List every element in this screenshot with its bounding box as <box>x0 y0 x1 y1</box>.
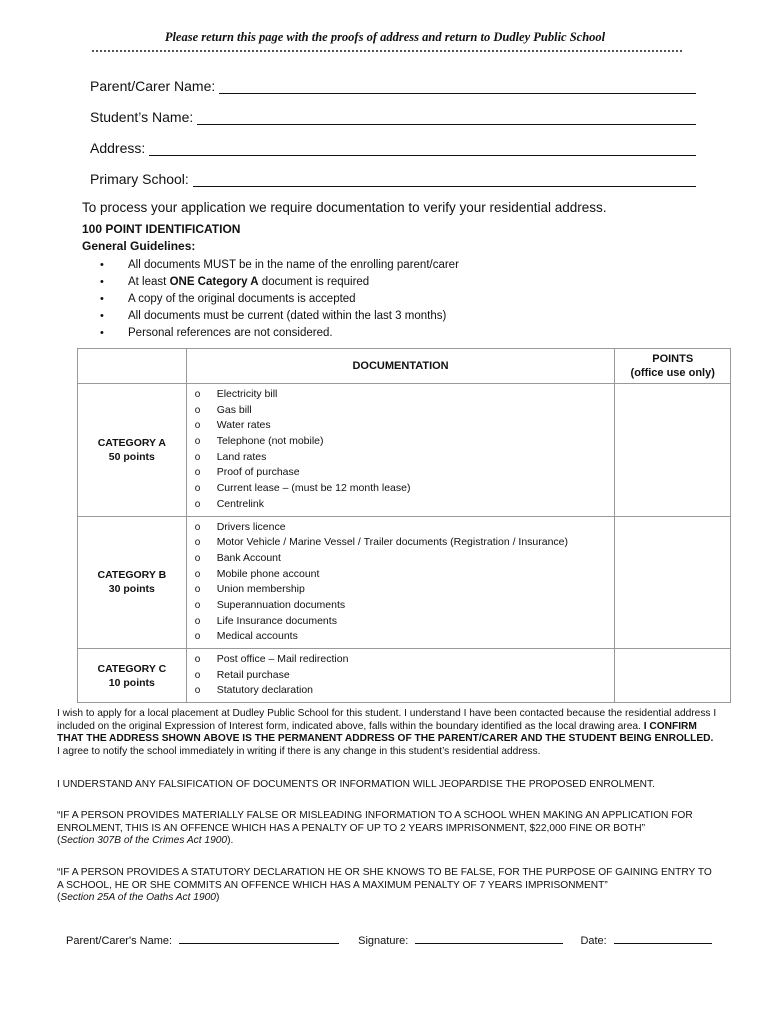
oaths-act-citation: Section 25A of the Oaths Act 1900 <box>60 892 216 904</box>
student-name-line[interactable] <box>197 110 696 125</box>
circle-bullet-icon: o <box>194 521 201 533</box>
circle-bullet-icon: o <box>194 420 201 432</box>
crimes-act-citation: Section 307B of the Crimes Act 1900 <box>60 835 228 847</box>
circle-bullet-icon: o <box>194 568 201 580</box>
guideline-item: • At least ONE Category A document is required <box>100 274 459 291</box>
list-item: o Motor Vehicle / Marine Vessel / Trailer documents (Registration / Insurance) <box>195 535 615 551</box>
category-a-cell: CATEGORY A 50 points <box>78 384 187 517</box>
documentation-table <box>77 348 731 703</box>
signoff-name-label: Parent/Carer's Name: <box>66 935 173 947</box>
list-item: o Retail purchase <box>195 668 615 684</box>
category-b-points-cell[interactable] <box>615 516 731 649</box>
date-line[interactable] <box>614 933 712 944</box>
student-name-label: Student’s Name: <box>90 109 194 125</box>
list-item: o Union membership <box>195 582 615 598</box>
bullet-icon: • <box>100 327 104 339</box>
category-c-cell: CATEGORY C 10 points <box>78 649 187 703</box>
category-a-items-cell <box>186 384 615 517</box>
date-label: Date: <box>580 935 607 947</box>
list-item: o Land rates <box>195 450 615 466</box>
list-item: o Mobile phone account <box>195 567 615 583</box>
bullet-icon: • <box>100 259 104 271</box>
category-c-row <box>78 649 731 703</box>
bullet-icon: • <box>100 293 104 305</box>
address-line[interactable] <box>149 141 696 156</box>
parent-carer-name-line[interactable] <box>219 79 696 94</box>
circle-bullet-icon: o <box>194 389 201 400</box>
guideline-item: • All documents must be current (dated within the last 3 months) <box>100 308 459 325</box>
circle-bullet-icon: o <box>194 451 201 463</box>
category-b-items-cell <box>186 516 615 649</box>
guideline-item: • Personal references are not considered. <box>100 325 459 342</box>
circle-bullet-icon: o <box>194 615 201 627</box>
primary-school-line[interactable] <box>193 172 696 187</box>
circle-bullet-icon: o <box>194 436 201 448</box>
header-empty-cell <box>78 349 187 384</box>
address-field[interactable] <box>90 140 696 156</box>
circle-bullet-icon: o <box>194 631 201 643</box>
list-item: o Statutory declaration <box>195 683 615 699</box>
circle-bullet-icon: o <box>194 654 201 665</box>
list-item: o Medical accounts <box>195 629 615 645</box>
circle-bullet-icon: o <box>194 685 201 697</box>
list-item: o Proof of purchase <box>195 465 615 481</box>
signature-line[interactable] <box>415 933 563 944</box>
return-instruction: Please return this page with the proofs of address and return to Dudley Public School <box>164 30 606 44</box>
circle-bullet-icon: o <box>194 483 201 495</box>
list-item: o Electricity bill <box>195 387 615 403</box>
signoff-row <box>66 933 726 947</box>
circle-bullet-icon: o <box>194 669 201 681</box>
table-header-row <box>78 349 731 384</box>
dotted-divider <box>92 50 682 52</box>
category-a-list <box>187 384 615 516</box>
circle-bullet-icon: o <box>194 467 201 479</box>
list-item: o Life Insurance documents <box>195 614 615 630</box>
category-c-items-cell <box>186 649 615 703</box>
category-b-list <box>187 517 615 649</box>
category-a-points-cell[interactable] <box>615 384 731 517</box>
falsification-paragraph: I UNDERSTAND ANY FALSIFICATION OF DOCUMENTS OR INFORMATION WILL JEOPARDISE THE PROPOSED ENROLMENT. <box>57 779 655 790</box>
category-b-cell: CATEGORY B 30 points <box>78 516 187 649</box>
header-points: POINTS (office use only) <box>615 349 731 384</box>
list-item: o Post office – Mail redirection <box>195 652 615 668</box>
guideline-item: • A copy of the original documents is accepted <box>100 291 459 308</box>
list-item: o Drivers licence <box>195 520 615 536</box>
declaration-paragraph: I wish to apply for a local placement at Dudley Public School for this student. I understand I have been contacted because the residential address I included on the original Expression of Interest form, indicated above, falls within the boundary identified as the local drawing area. I CONFIRM THAT THE ADDRESS SHOWN ABOVE IS THE PERMANENT ADDRESS OF THE PARENT/CARER AND THE STUDENT BEING ENROLLED. I agree to notify the school immediately in writing if there is any change in this student’s residential address. <box>57 708 717 758</box>
bullet-icon: • <box>100 310 104 322</box>
heading-100-point: 100 POINT IDENTIFICATION <box>82 222 241 236</box>
category-c-points-cell[interactable] <box>615 649 731 703</box>
student-name-field[interactable] <box>90 109 696 125</box>
category-a-row <box>78 384 731 517</box>
bullet-icon: • <box>100 276 104 288</box>
signoff-name-line[interactable] <box>179 933 339 944</box>
primary-school-field[interactable] <box>90 171 696 187</box>
parent-carer-name-label: Parent/Carer Name: <box>90 78 216 94</box>
intro-text: To process your application we require documentation to verify your residential address. <box>82 200 607 215</box>
heading-general-guidelines: General Guidelines: <box>82 239 196 253</box>
circle-bullet-icon: o <box>194 552 201 564</box>
circle-bullet-icon: o <box>194 404 201 416</box>
guidelines-list <box>100 257 459 342</box>
list-item: o Telephone (not mobile) <box>195 434 615 450</box>
list-item: o Superannuation documents <box>195 598 615 614</box>
header-documentation: DOCUMENTATION <box>186 349 615 384</box>
list-item: o Gas bill <box>195 403 615 419</box>
circle-bullet-icon: o <box>194 584 201 596</box>
list-item: o Bank Account <box>195 551 615 567</box>
circle-bullet-icon: o <box>194 599 201 611</box>
circle-bullet-icon: o <box>194 498 201 510</box>
list-item: o Water rates <box>195 418 615 434</box>
list-item: o Current lease – (must be 12 month lease) <box>195 481 615 497</box>
guideline-item: • All documents MUST be in the name of the enrolling parent/carer <box>100 257 459 274</box>
list-item: o Centrelink <box>195 497 615 513</box>
category-c-list <box>187 649 615 702</box>
address-label: Address: <box>90 140 146 156</box>
category-b-row <box>78 516 731 649</box>
primary-school-label: Primary School: <box>90 171 189 187</box>
circle-bullet-icon: o <box>194 537 201 549</box>
signature-label: Signature: <box>358 935 409 947</box>
parent-carer-name-field[interactable] <box>90 78 696 94</box>
crimes-act-paragraph: “IF A PERSON PROVIDES MATERIALLY FALSE OR MISLEADING INFORMATION TO A SCHOOL WHEN MAKING AN APPLICATION FOR ENROLMENT, THIS IS AN OFFENCE WHICH HAS A PENALTY OF UP TO 2 YEARS IMPRISONMENT, $22,000 FINE OR BOTH” (Section 307B of the Crimes Act 1900). <box>57 810 693 847</box>
oaths-act-paragraph: “IF A PERSON PROVIDES A STATUTORY DECLARATION HE OR SHE KNOWS TO BE FALSE, FOR THE PURPOSE OF GAINING ENTRY TO A SCHOOL, HE OR SHE COMMITS AN OFFENCE WHICH HAS A MAXIMUM PENALTY OF 7 YEARS IMPRISONMENT” (Section 25A of the Oaths Act 1900) <box>57 867 712 904</box>
